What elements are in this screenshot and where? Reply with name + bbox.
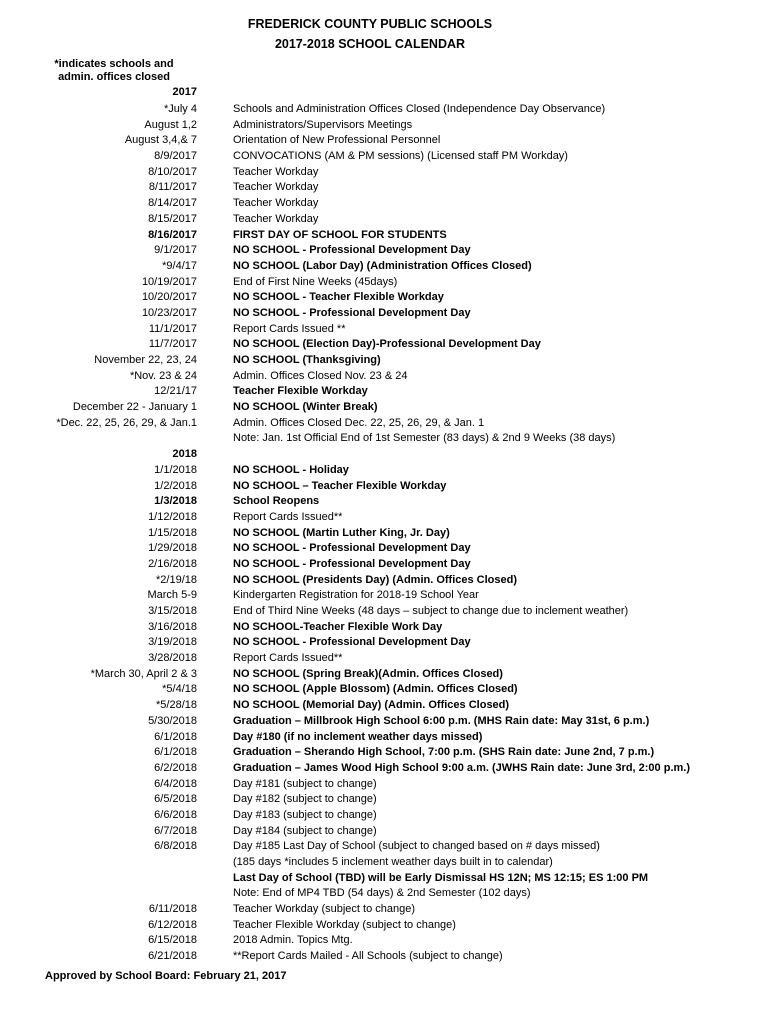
calendar-row [0,761,770,777]
entry-date: 12/21/17 [154,385,197,398]
calendar-row [0,839,770,855]
calendar-row [0,275,770,291]
entry-description: (185 days *includes 5 inclement weather days built in to calendar) [233,856,553,868]
entry-description: Note: Jan. 1st Official End of 1st Semester (83 days) & 2nd 9 Weeks (38 days) [233,432,616,445]
year-heading-2017: 2017 [172,86,197,98]
entry-date: 1/1/2018 [154,463,197,476]
entry-description: Graduation – Millbrook High School 6:00 p.m. (MHS Rain date: May 31st, 6 p.m.) [233,714,650,727]
calendar-row [0,337,770,353]
entry-date: 3/15/2018 [148,605,197,617]
calendar-row [0,651,770,667]
calendar-row [0,431,770,447]
calendar-row [0,290,770,306]
calendar-row [0,855,770,871]
entry-description: Note: End of MP4 TBD (54 days) & 2nd Semester (102 days) [233,887,531,900]
calendar-row [0,667,770,683]
calendar-row [0,808,770,824]
entry-date: 1/12/2018 [148,510,197,523]
entry-date: 6/7/2018 [154,824,197,837]
entry-date: 6/1/2018 [154,730,197,743]
entry-date: 10/20/2017 [141,291,197,304]
calendar-row [0,949,770,965]
entry-date: August 3,4,& 7 [124,134,197,147]
entry-date: 6/1/2018 [154,746,197,759]
calendar-row [0,777,770,793]
calendar-row [0,933,770,949]
entry-description: Teacher Workday [233,197,319,210]
entry-date: 3/19/2018 [148,636,197,649]
entry-description: Teacher Workday (subject to change) [233,903,415,916]
entry-description: FIRST DAY OF SCHOOL FOR STUDENTS [233,228,447,241]
calendar-row [0,243,770,259]
calendar-row [0,322,770,338]
entry-date: 3/16/2018 [148,620,197,633]
calendar-row [0,557,770,573]
entry-date: 10/19/2017 [141,275,197,288]
entry-description: NO SCHOOL (Winter Break) [233,401,378,414]
entry-description: NO SCHOOL - Professional Development Day [233,557,471,570]
calendar-row [0,212,770,228]
entry-date: 6/15/2018 [148,934,197,947]
entry-date: August 1,2 [144,118,197,131]
entry-date: March 5-9 [147,589,197,602]
entry-description: NO SCHOOL (Spring Break)(Admin. Offices Closed) [233,667,503,680]
calendar-entries [0,102,770,965]
entry-date: *March 30, April 2 & 3 [90,667,197,680]
calendar-row [0,353,770,369]
calendar-row [0,635,770,651]
calendar-row [0,259,770,275]
calendar-row [0,196,770,212]
entry-description: Teacher Flexible Workday (subject to change) [233,918,456,931]
entry-date: *5/28/18 [156,699,197,712]
calendar-row [0,494,770,510]
entry-date: 5/30/2018 [148,714,197,727]
entry-description: Teacher Flexible Workday [233,385,368,398]
calendar-row [0,133,770,149]
calendar-row [0,792,770,808]
calendar-row [0,463,770,479]
entry-description: Admin. Offices Closed Dec. 22, 25, 26, 29, & Jan. 1 [233,416,485,429]
entry-date: 9/1/2017 [154,244,197,257]
entry-description: NO SCHOOL (Memorial Day) (Admin. Offices Closed) [233,699,510,712]
calendar-row [0,682,770,698]
calendar-row [0,730,770,746]
entry-date: December 22 - January 1 [72,401,197,414]
calendar-row [0,620,770,636]
calendar-row [0,416,770,432]
entry-date: 8/9/2017 [154,150,197,163]
calendar-row [0,400,770,416]
entry-description: NO SCHOOL - Professional Development Day [233,306,471,319]
entry-description: Orientation of New Professional Personnel [233,134,441,147]
entry-date: 6/21/2018 [148,950,197,963]
entry-description: School Reopens [233,495,320,508]
calendar-row [0,573,770,589]
entry-description: Day #183 (subject to change) [233,808,377,821]
entry-date: 2018 [172,448,197,461]
entry-description: Graduation – Sherando High School, 7:00 p.m. (SHS Rain date: June 2nd, 7 p.m.) [233,746,655,759]
entry-description: NO SCHOOL (Presidents Day) (Admin. Offices Closed) [233,573,518,586]
calendar-row [0,306,770,322]
entry-description: NO SCHOOL (Apple Blossom) (Admin. Offices Closed) [233,683,518,696]
calendar-row [0,180,770,196]
entry-description: NO SCHOOL (Election Day)-Professional Development Day [233,338,541,351]
calendar-row [0,541,770,557]
calendar-row [0,745,770,761]
entry-description: 2018 Admin. Topics Mtg. [233,934,353,947]
district-title: FREDERICK COUNTY PUBLIC SCHOOLS [247,17,493,31]
calendar-title: 2017-2018 SCHOOL CALENDAR [274,37,466,51]
calendar-row [0,479,770,495]
entry-description: **Report Cards Mailed - All Schools (subject to change) [233,950,503,963]
entry-date: 8/16/2017 [148,228,197,241]
entry-description: Last Day of School (TBD) will be Early Dismissal HS 12N; MS 12:15; ES 1:00 PM [233,871,649,884]
entry-description: Day #185 Last Day of School (subject to changed based on # days missed) [233,840,600,853]
entry-date: *Nov. 23 & 24 [129,369,197,382]
entry-description: NO SCHOOL - Holiday [233,463,349,476]
calendar-row [0,871,770,887]
calendar-row [0,698,770,714]
entry-description: NO SCHOOL - Teacher Flexible Workday [233,291,444,304]
entry-date: *2/19/18 [156,573,197,586]
calendar-row [0,149,770,165]
entry-date: 6/5/2018 [154,793,197,806]
calendar-row [0,510,770,526]
entry-date: *July 4 [163,103,197,115]
calendar-row [0,228,770,244]
entry-description: NO SCHOOL - Professional Development Day [233,636,471,649]
entry-description: End of First Nine Weeks (45days) [233,275,398,288]
entry-date: 3/28/2018 [148,652,197,665]
entry-description: Admin. Offices Closed Nov. 23 & 24 [233,369,408,382]
calendar-row [0,447,770,463]
entry-date: 6/11/2018 [148,903,197,916]
entry-date: 1/15/2018 [148,526,197,539]
entry-description: Report Cards Issued** [233,510,343,523]
entry-description: NO SCHOOL – Teacher Flexible Workday [233,479,447,492]
closure-legend-note: *indicates schools and admin. offices closed [54,58,174,83]
calendar-row [0,918,770,934]
entry-description: Report Cards Issued** [233,652,343,665]
calendar-row [0,369,770,385]
entry-description: Kindergarten Registration for 2018-19 School Year [233,589,479,602]
entry-description: Day #180 (if no inclement weather days missed) [233,730,483,743]
entry-description: Day #181 (subject to change) [233,777,377,790]
calendar-row [0,824,770,840]
entry-date: 1/29/2018 [148,542,197,555]
entry-date: 6/2/2018 [154,761,197,774]
entry-description: NO SCHOOL-Teacher Flexible Work Day [233,620,443,633]
calendar-row [0,588,770,604]
calendar-row [0,165,770,181]
calendar-row [0,384,770,400]
entry-description: Administrators/Supervisors Meetings [233,118,413,131]
entry-date: 11/7/2017 [148,338,197,351]
calendar-row [0,886,770,902]
entry-date: 6/12/2018 [148,918,197,931]
entry-date: *Dec. 22, 25, 26, 29, & Jan.1 [56,416,197,429]
entry-date: 6/6/2018 [154,808,197,821]
entry-date: *5/4/18 [162,683,197,696]
entry-date: 10/23/2017 [141,306,197,319]
entry-description: NO SCHOOL - Professional Development Day [233,244,471,257]
entry-description: Schools and Administration Offices Closed (Independence Day Observance) [233,103,606,115]
calendar-row [0,118,770,134]
entry-date: 11/1/2017 [148,322,197,335]
entry-description: Day #184 (subject to change) [233,824,377,837]
entry-date: 8/11/2017 [148,181,197,194]
calendar-row [0,102,770,118]
entry-date: November 22, 23, 24 [94,354,197,366]
entry-date: 1/3/2018 [154,495,197,508]
calendar-row [0,902,770,918]
entry-description: CONVOCATIONS (AM & PM sessions) (Licensed staff PM Workday) [233,150,568,163]
entry-date: 2/16/2018 [148,557,197,570]
entry-date: 8/10/2017 [148,165,197,178]
entry-description: NO SCHOOL - Professional Development Day [233,542,471,555]
calendar-row [0,604,770,620]
entry-date: 8/15/2017 [148,212,197,225]
entry-date: 8/14/2017 [148,197,197,210]
entry-date: 1/2/2018 [154,479,197,492]
entry-description: Graduation – James Wood High School 9:00 a.m. (JWHS Rain date: June 3rd, 2:00 p.m.) [233,761,690,774]
entry-description: Day #182 (subject to change) [233,793,377,806]
calendar-row [0,714,770,730]
entry-date: 6/8/2018 [154,840,197,853]
entry-description: Teacher Workday [233,212,319,225]
entry-description: Teacher Workday [233,181,319,194]
calendar-row [0,526,770,542]
approval-note: Approved by School Board: February 21, 2017 [45,970,287,982]
entry-description: NO SCHOOL (Labor Day) (Administration Offices Closed) [233,259,532,272]
entry-date: 6/4/2018 [154,777,197,790]
entry-description: End of Third Nine Weeks (48 days – subject to change due to inclement weather) [233,605,629,617]
entry-description: Report Cards Issued ** [233,322,346,335]
entry-description: NO SCHOOL (Martin Luther King, Jr. Day) [233,526,450,539]
entry-description: NO SCHOOL (Thanksgiving) [233,354,381,366]
entry-description: Teacher Workday [233,165,319,178]
entry-date: *9/4/17 [162,259,197,272]
